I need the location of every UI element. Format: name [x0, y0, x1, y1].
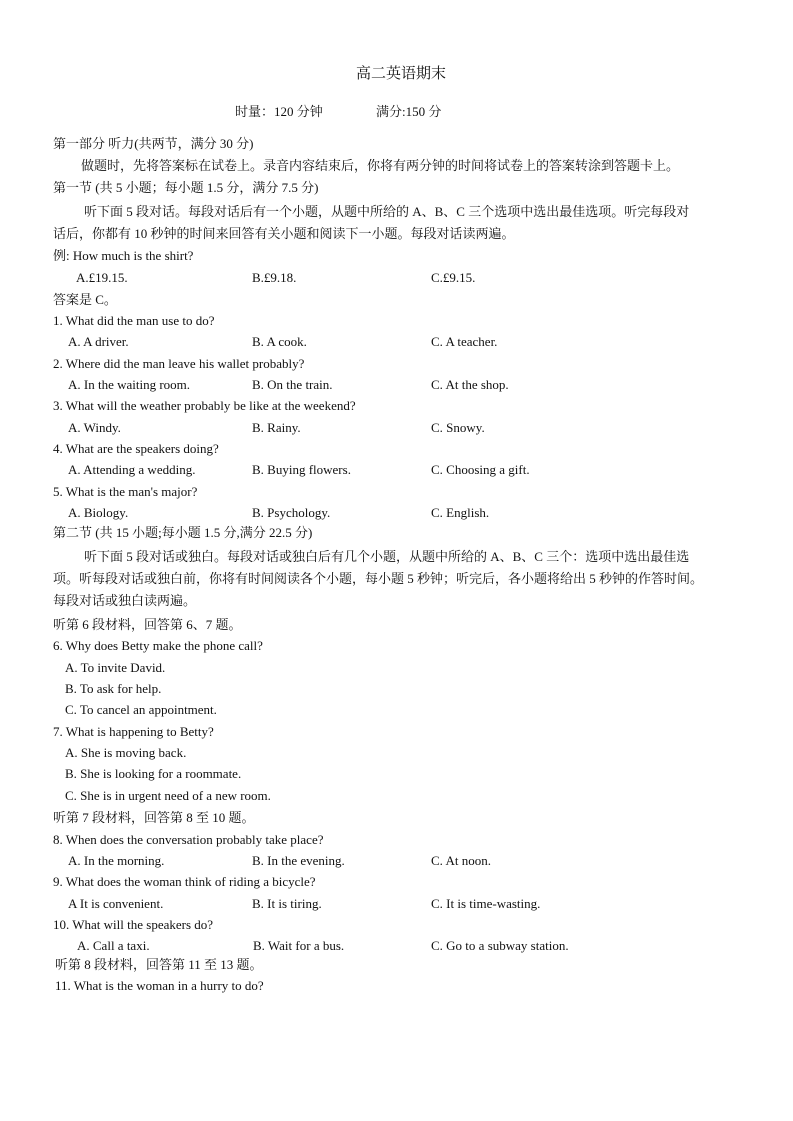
q7-option-b: B. She is looking for a roommate. — [65, 766, 242, 781]
section1-heading: 第一节 (共 5 小题；每小题 1.5 分，满分 7.5 分) — [53, 180, 319, 195]
question-11: 11. What is the woman in a hurry to do? — [55, 978, 264, 993]
question-4: 4. What are the speakers doing? — [53, 441, 219, 456]
q1-option-c: C. A teacher. — [431, 334, 498, 349]
q2-option-c: C. At the shop. — [431, 377, 509, 392]
question-8: 8. When does the conversation probably take place? — [53, 832, 324, 847]
q5-option-c: C. English. — [431, 505, 490, 520]
q2-option-b: B. On the train. — [252, 377, 333, 392]
q6-option-b: B. To ask for help. — [65, 681, 162, 696]
question-3: 3. What will the weather probably be like at the weekend? — [53, 398, 356, 413]
question-10: 10. What will the speakers do? — [53, 917, 214, 932]
example-option-c: C.£9.15. — [431, 270, 476, 285]
q10-option-c: C. Go to a subway station. — [431, 938, 569, 953]
q6-option-c: C. To cancel an appointment. — [65, 702, 217, 717]
material-6-note: 听第 6 段材料，回答第 6、7 题。 — [53, 617, 242, 632]
q9-option-c: C. It is time-wasting. — [431, 896, 541, 911]
q1-option-b: B. A cook. — [252, 334, 307, 349]
q4-option-b: B. Buying flowers. — [252, 462, 351, 477]
q7-option-a: A. She is moving back. — [65, 745, 187, 760]
q3-option-c: C. Snowy. — [431, 420, 485, 435]
q3-option-a: A. Windy. — [68, 420, 121, 435]
section2-instruction-line3: 每段对话或独白读两遍。 — [53, 593, 197, 608]
q4-option-a: A. Attending a wedding. — [68, 462, 196, 477]
q5-option-a: A. Biology. — [68, 505, 129, 520]
exam-score: 满分:150 分 — [376, 104, 442, 119]
section2-heading: 第二节 (共 15 小题;每小题 1.5 分,满分 22.5 分) — [53, 525, 313, 540]
question-6: 6. Why does Betty make the phone call? — [53, 638, 263, 653]
q10-option-a: A. Call a taxi. — [77, 938, 150, 953]
q10-option-b: B. Wait for a bus. — [253, 938, 345, 953]
q5-option-b: B. Psychology. — [252, 505, 331, 520]
question-2: 2. Where did the man leave his wallet probably? — [53, 356, 305, 371]
page-title: 高二英语期末 — [356, 66, 447, 82]
q9-option-b: B. It is tiring. — [252, 896, 322, 911]
q4-option-c: C. Choosing a gift. — [431, 462, 530, 477]
question-7: 7. What is happening to Betty? — [53, 724, 214, 739]
material-7-note: 听第 7 段材料，回答第 8 至 10 题。 — [53, 810, 255, 825]
q9-option-a: A It is convenient. — [68, 896, 164, 911]
part1-instruction: 做题时，先将答案标在试卷上。录音内容结束后，你将有两分钟的时间将试卷上的答案转涂到答题卡上。 — [81, 158, 680, 173]
example-question: 例: How much is the shirt? — [53, 248, 194, 263]
part1-heading: 第一部分 听力(共两节，满分 30 分) — [53, 136, 254, 151]
section1-instruction-line1: 听下面 5 段对话。每段对话后有一个小题，从题中所给的 A、B、C 三个选项中选出最佳选项。听完每段对 — [84, 204, 690, 219]
question-9: 9. What does the woman think of riding a bicycle? — [53, 874, 316, 889]
question-5: 5. What is the man's major? — [53, 484, 198, 499]
section1-instruction-line2: 话后，你都有 10 秒钟的时间来回答有关小题和阅读下一小题。每段对话读两遍。 — [53, 226, 515, 241]
example-option-a: A.£19.15. — [76, 270, 128, 285]
q8-option-b: B. In the evening. — [252, 853, 345, 868]
question-1: 1. What did the man use to do? — [53, 313, 215, 328]
q8-option-a: A. In the morning. — [68, 853, 165, 868]
q2-option-a: A. In the waiting room. — [68, 377, 191, 392]
q1-option-a: A. A driver. — [68, 334, 129, 349]
section2-instruction-line2: 项。听每段对话或独白前，你将有时间阅读各个小题，每小题 5 秒钟；听完后，各小题将给出 5 秒钟的作答时间。 — [53, 571, 704, 586]
q3-option-b: B. Rainy. — [252, 420, 301, 435]
q8-option-c: C. At noon. — [431, 853, 491, 868]
exam-time: 时量：120 分钟 — [235, 104, 323, 119]
example-option-b: B.£9.18. — [252, 270, 297, 285]
q6-option-a: A. To invite David. — [65, 660, 166, 675]
section2-instruction-line1: 听下面 5 段对话或独白。每段对话或独白后有几个小题，从题中所给的 A、B、C 三个：选项中选出最佳选 — [84, 549, 690, 564]
example-answer: 答案是 C。 — [53, 292, 117, 307]
q7-option-c: C. She is in urgent need of a new room. — [65, 788, 271, 803]
material-8-note: 听第 8 段材料，回答第 11 至 13 题。 — [55, 957, 263, 972]
